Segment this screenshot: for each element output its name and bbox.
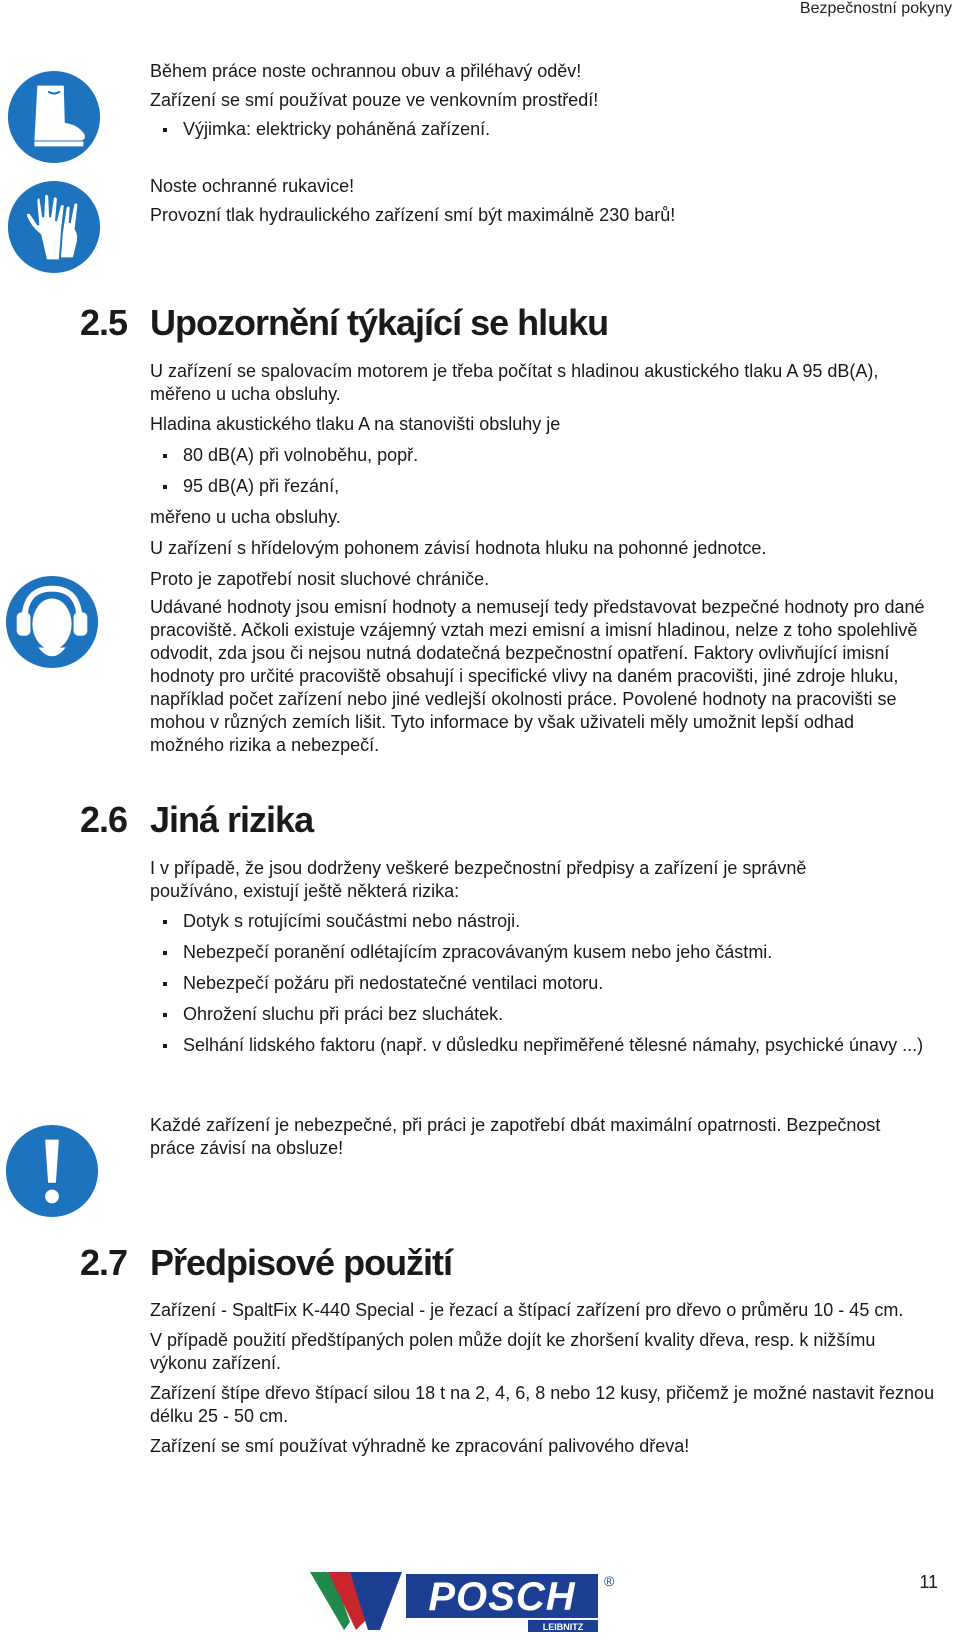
paragraph: I v případě, že jsou dodrženy veškeré bezpečnostní předpisy a zařízení je správně používáno, existují ještě některá rizika: xyxy=(150,858,807,901)
ear-protection-icon xyxy=(3,573,101,671)
running-header: Bezpečnostní pokyny xyxy=(799,0,952,17)
paragraph: V případě použití předštípaných polen může dojít ke zhoršení kvality dřeva, resp. k nižšímu výkonu zařízení. xyxy=(150,1330,876,1373)
paragraph: Každé zařízení je nebezpečné, při práci je zapotřebí dbát maximální opatrnosti. Bezpečnost práce závisí na obsluze! xyxy=(150,1115,881,1158)
section-number: 2.7 xyxy=(80,1242,128,1283)
section-title: Upozornění týkající se hluku xyxy=(150,302,609,343)
noise-emission-paragraph xyxy=(150,596,930,757)
section-number: 2.6 xyxy=(80,799,128,840)
instruction-line: Během práce noste ochrannou obuv a přiléhavý oděv! xyxy=(150,61,582,81)
bullet-item: Selhání lidského faktoru (např. v důsledku nepřiměřené tělesné námahy, psychické únavy ...) xyxy=(150,1034,930,1057)
paragraph: Zařízení se smí používat výhradně ke zpracování palivového dřeva! xyxy=(150,1436,690,1456)
bullet-item: Nebezpečí poranění odlétajícím zpracovávaným kusem nebo jeho částmi. xyxy=(150,941,930,964)
instruction-line: Provozní tlak hydraulického zařízení smí být maximálně 230 barů! xyxy=(150,205,676,225)
bullet-item: Ohrožení sluchu při práci bez sluchátek. xyxy=(150,1003,930,1026)
instruction-line: Zařízení se smí používat pouze ve venkovním prostředí! xyxy=(150,90,599,110)
logo-wordmark: POSCH xyxy=(428,1575,576,1619)
other-risks-intro xyxy=(150,857,890,903)
paragraph: Hladina akustického tlaku A na stanovišti obsluhy je xyxy=(150,414,561,434)
gloves-instructions xyxy=(150,175,960,227)
boots-instructions xyxy=(150,60,960,141)
instruction-line: Noste ochranné rukavice! xyxy=(150,176,355,196)
bullet-item: Dotyk s rotujícími součástmi nebo nástroji. xyxy=(150,910,930,933)
bullet-item: Výjimka: elektricky poháněná zařízení. xyxy=(150,118,960,141)
bullet-item: Nebezpečí požáru při nedostatečné ventilaci motoru. xyxy=(150,972,930,995)
posch-logo xyxy=(310,1568,620,1634)
logo-subtext: LEIBNITZ xyxy=(542,1622,584,1632)
paragraph: Zařízení štípe dřevo štípací silou 18 t na 2, 4, 6, 8 nebo 12 kusy, přičemž je možné nastavit řeznou délku 25 - 50 cm. xyxy=(150,1383,935,1426)
safety-boots-icon xyxy=(5,68,103,166)
paragraph: Udávané hodnoty jsou emisní hodnoty a nemusejí tedy představovat bezpečné hodnoty pro dané pracoviště. Ačkoli existuje vzájemný vztah mezi emisní a imisní hladinou, nelze z toho spolehlivě odvodit, zda jsou či nejsou nutná dodatečná bezpečnostní opatření. Faktory ovlivňující imisní hodnoty pro určité pracoviště obsahují i specifické vlivy na daném pracovišti, jiné zdroje hluku, například počet zařízení nebo jiné vedlejší okolnosti práce. Povolené hodnoty na pracovišti se mohou v různých zemích lišit. Tyto informace by však uživateli měly umožnit lepší odhad možného rizika a nebezpečí. xyxy=(150,597,925,755)
safety-gloves-icon xyxy=(5,178,103,276)
paragraph: měřeno u ucha obsluhy. xyxy=(150,507,341,527)
intended-use xyxy=(150,1299,935,1458)
section-title: Předpisové použití xyxy=(150,1242,453,1283)
noise-details xyxy=(150,413,960,591)
registered-mark: ® xyxy=(604,1573,615,1589)
noise-paragraph xyxy=(150,360,885,406)
section-number: 2.5 xyxy=(80,302,128,343)
warning-note xyxy=(150,1114,930,1160)
risk-list xyxy=(150,910,930,1057)
exclamation-warning-icon xyxy=(3,1122,101,1220)
paragraph: U zařízení s hřídelovým pohonem závisí hodnota hluku na pohonné jednotce. xyxy=(150,538,767,558)
bullet-item: 80 dB(A) při volnoběhu, popř. xyxy=(150,444,960,467)
paragraph: Zařízení - SpaltFix K-440 Special - je řezací a štípací zařízení pro dřevo o průměru 10 - 45 cm. xyxy=(150,1300,904,1320)
paragraph: Proto je zapotřebí nosit sluchové chrániče. xyxy=(150,569,490,589)
page-number: 11 xyxy=(919,1572,938,1592)
paragraph: U zařízení se spalovacím motorem je třeba počítat s hladinou akustického tlaku A 95 dB(A), měřeno u ucha obsluhy. xyxy=(150,361,879,404)
bullet-item: 95 dB(A) při řezání, xyxy=(150,475,960,498)
section-title: Jiná rizika xyxy=(150,799,314,840)
